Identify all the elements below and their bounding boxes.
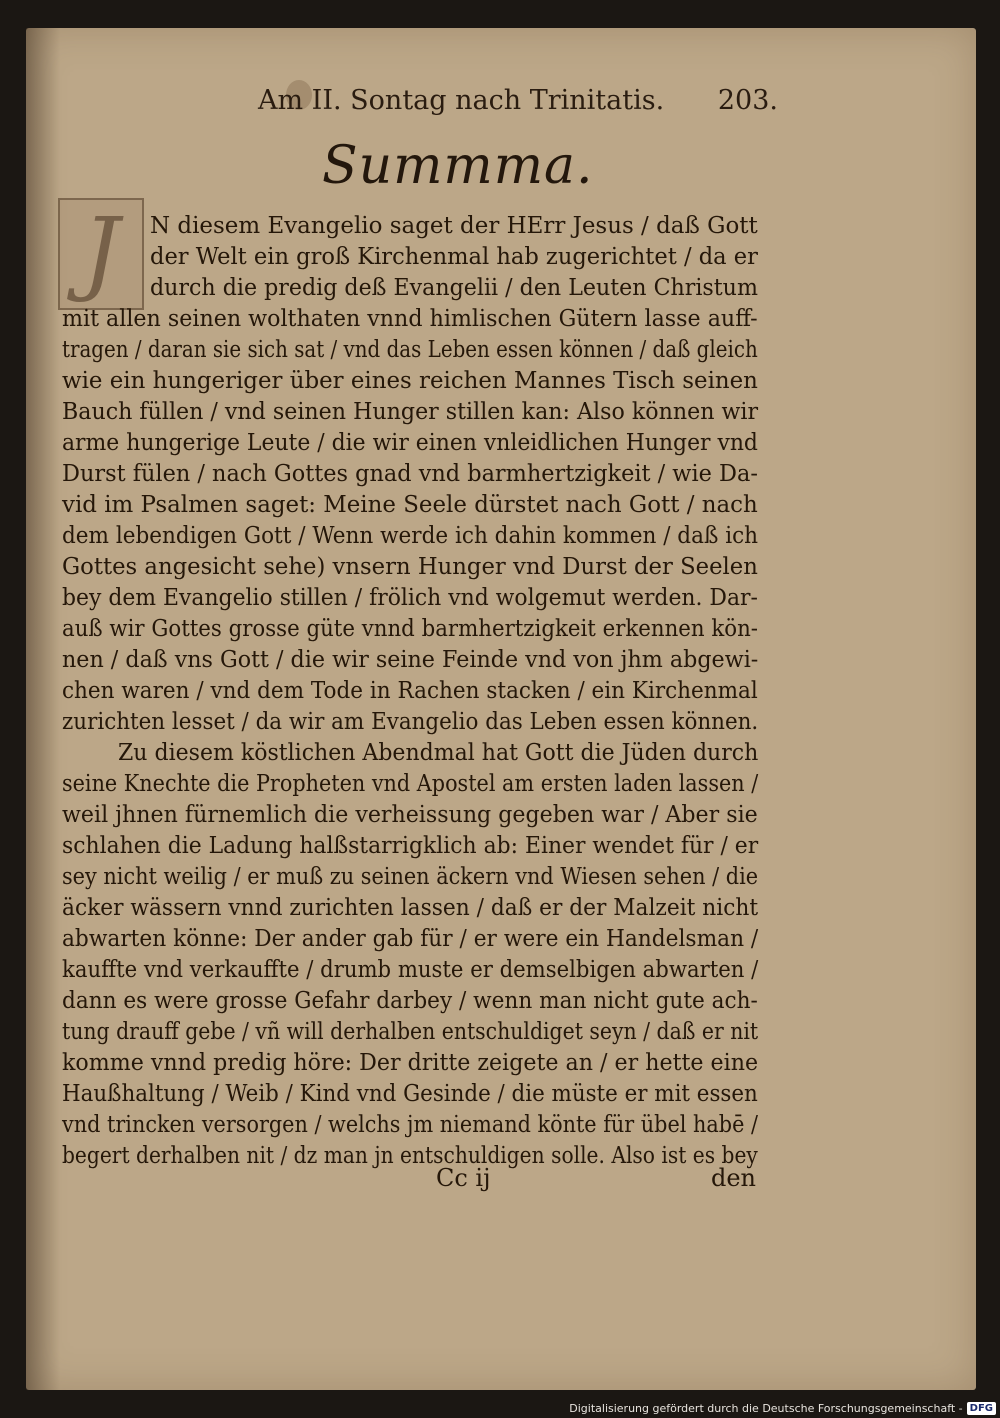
text-line: komme vnnd predig höre: Der dritte zeigete an / er hette eine [62,1048,759,1076]
text-line: Durst fülen / nach Gottes gnad vnd barmhertzigkeit / wie Da- [62,459,758,487]
text-line: seine Knechte die Propheten vnd Apostel am ersten laden lassen / [62,769,759,797]
catchword: den [710,1164,756,1192]
text-line: tung drauff gebe / vñ will derhalben entschuldiget seyn / daß er nit [62,1017,759,1045]
text-line: vnd trincken versorgen / welchs jm niemand könte für übel habē / [62,1110,758,1138]
text-line: wie ein hungeriger über eines reichen Mannes Tisch seinen [62,366,758,394]
text-line: äcker wässern vnnd zurichten lassen / daß er der Malzeit nicht [62,893,759,921]
text-line: kauffte vnd verkauffte / drumb muste er demselbigen abwarten / [62,955,759,983]
text-line: schlahen die Ladung halßstarrigklich ab: Einer wendet für / er [62,831,759,859]
footer-credit: Digitalisierung gefördert durch die Deutsche Forschungsgemeinschaft - [569,1401,963,1415]
text-line: nen / daß vns Gott / die wir seine Feinde vnd von jhm abgewi- [62,645,759,673]
text-line: Bauch füllen / vnd seinen Hunger stillen kan: Also können wir [62,397,759,425]
text-line: abwarten könne: Der ander gab für / er were ein Handelsman / [62,924,759,952]
text-line: vid im Psalmen saget: Meine Seele dürstet nach Gott / nach [62,490,758,518]
text-line: tragen / daran sie sich sat / vnd das Leben essen können / daß gleich [62,335,758,363]
text-line: weil jhnen fürnemlich die verheissung gegeben war / Aber sie [62,800,758,828]
digitization-footer [569,1398,1000,1418]
text-line: der Welt ein groß Kirchenmal hab zugerichtet / da er [150,242,758,270]
text-line: bey dem Evangelio stillen / frölich vnd wolgemut werden. Dar- [62,583,758,611]
page-foot [436,1164,756,1196]
text-line: dem lebendigen Gott / Wenn werde ich dahin kommen / daß ich [62,521,759,549]
page-header [258,85,778,125]
text-line: durch die predig deß Evangelii / den Leuten Christum [150,273,758,301]
dfg-logo: DFG [967,1402,996,1415]
text-line: zurichten lesset / da wir am Evangelio das Leben essen können. [62,707,759,735]
text-line: N diesem Evangelio saget der HErr Jesus / daß Gott [150,211,758,239]
running-head: Am II. Sontag nach Trinitatis. [258,85,665,116]
signature-mark: Cc ij [436,1164,491,1192]
text-line: Gottes angesicht sehe) vnsern Hunger vnd Durst der Seelen [62,552,758,580]
gutter-shadow [26,28,60,1390]
decorated-initial: J [58,198,144,310]
text-line: arme hungerige Leute / die wir einen vnleidlichen Hunger vnd [62,428,758,456]
text-line: dann es were grosse Gefahr darbey / wenn man nicht gute ach- [62,986,758,1014]
text-line: Haußhaltung / Weib / Kind vnd Gesinde / die müste er mit essen [62,1079,758,1107]
text-line: mit allen seinen wolthaten vnnd himlischen Gütern lasse auff- [62,304,758,332]
section-title: Summma. [322,136,594,196]
text-line: begert derhalben nit / dz man jn entschuldigen solle. Also ist es bey [62,1141,758,1169]
text-line: sey nicht weilig / er muß zu seinen äckern vnd Wiesen sehen / die [62,862,759,890]
text-line: auß wir Gottes grosse güte vnnd barmhertzigkeit erkennen kön- [62,614,759,642]
page-number: 203. [717,85,778,116]
text-line: Zu diesem köstlichen Abendmal hat Gott die Jüden durch [118,738,759,766]
text-line: chen waren / vnd dem Tode in Rachen stacken / ein Kirchenmal [62,676,758,704]
